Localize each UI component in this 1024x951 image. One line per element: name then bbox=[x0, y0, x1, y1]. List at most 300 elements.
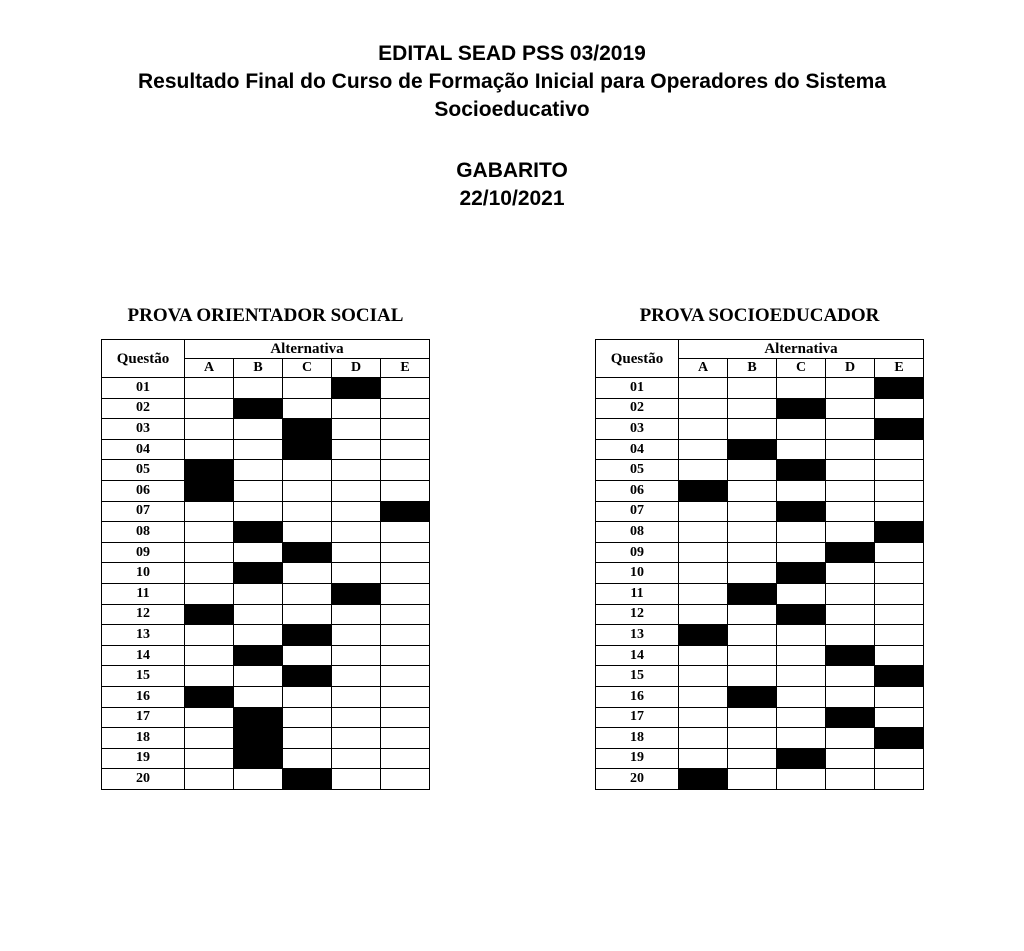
answer-cell bbox=[875, 748, 924, 769]
answer-cell bbox=[185, 378, 234, 399]
table-row bbox=[102, 439, 430, 460]
answer-cell bbox=[875, 707, 924, 728]
answer-cell bbox=[381, 542, 430, 563]
answer-cell bbox=[826, 563, 875, 584]
marked-answer-cell bbox=[875, 522, 924, 543]
table-row bbox=[102, 604, 430, 625]
marked-answer-cell bbox=[234, 522, 283, 543]
marked-answer-cell bbox=[875, 728, 924, 749]
answer-cell bbox=[826, 378, 875, 399]
marked-answer-cell bbox=[283, 666, 332, 687]
marked-answer-cell bbox=[777, 604, 826, 625]
alternative-column-header: Alternativa bbox=[679, 340, 924, 359]
table-row bbox=[596, 439, 924, 460]
answer-cell bbox=[234, 625, 283, 646]
question-number: 12 bbox=[596, 604, 679, 625]
answer-cell bbox=[777, 480, 826, 501]
exam-title: PROVA ORIENTADOR SOCIAL bbox=[127, 305, 404, 326]
table-row bbox=[596, 501, 924, 522]
question-number: 02 bbox=[102, 398, 185, 419]
question-number: 17 bbox=[596, 707, 679, 728]
answer-cell bbox=[728, 501, 777, 522]
answer-cell bbox=[679, 419, 728, 440]
marked-answer-cell bbox=[875, 378, 924, 399]
answer-cell bbox=[185, 707, 234, 728]
question-number: 14 bbox=[102, 645, 185, 666]
question-number: 20 bbox=[102, 769, 185, 790]
answer-cell bbox=[875, 542, 924, 563]
marked-answer-cell bbox=[679, 625, 728, 646]
marked-answer-cell bbox=[875, 419, 924, 440]
question-number: 06 bbox=[596, 480, 679, 501]
question-number: 07 bbox=[102, 501, 185, 522]
answer-cell bbox=[826, 666, 875, 687]
answer-cell bbox=[185, 419, 234, 440]
answer-cell bbox=[826, 398, 875, 419]
question-number: 01 bbox=[596, 378, 679, 399]
exam-orientador-social bbox=[101, 304, 430, 790]
answer-cell bbox=[185, 625, 234, 646]
result-title-line1: Resultado Final do Curso de Formação Inicial para Operadores do Sistema bbox=[137, 70, 887, 93]
answer-cell bbox=[234, 686, 283, 707]
question-number: 13 bbox=[102, 625, 185, 646]
result-title-line2: Socioeducativo bbox=[434, 98, 590, 121]
answer-cell bbox=[381, 583, 430, 604]
answer-cell bbox=[185, 563, 234, 584]
marked-answer-cell bbox=[283, 625, 332, 646]
question-number: 03 bbox=[102, 419, 185, 440]
table-row bbox=[102, 728, 430, 749]
answer-cell bbox=[234, 583, 283, 604]
answer-cell bbox=[332, 480, 381, 501]
answer-cell bbox=[381, 480, 430, 501]
marked-answer-cell bbox=[875, 666, 924, 687]
answer-cell bbox=[875, 604, 924, 625]
marked-answer-cell bbox=[728, 439, 777, 460]
answer-cell bbox=[728, 625, 777, 646]
answer-cell bbox=[332, 645, 381, 666]
alternative-header-c: C bbox=[283, 359, 332, 378]
answer-cell bbox=[679, 707, 728, 728]
answer-cell bbox=[728, 542, 777, 563]
answer-cell bbox=[679, 686, 728, 707]
gabarito-date: 22/10/2021 bbox=[459, 187, 565, 210]
table-row bbox=[596, 583, 924, 604]
marked-answer-cell bbox=[283, 769, 332, 790]
question-number: 19 bbox=[596, 748, 679, 769]
answer-cell bbox=[283, 378, 332, 399]
answer-cell bbox=[728, 728, 777, 749]
table-row bbox=[596, 563, 924, 584]
answer-cell bbox=[826, 501, 875, 522]
answer-cell bbox=[679, 583, 728, 604]
answer-cell bbox=[381, 748, 430, 769]
answer-cell bbox=[332, 522, 381, 543]
answer-cell bbox=[728, 480, 777, 501]
answer-cell bbox=[777, 645, 826, 666]
answer-cell bbox=[728, 604, 777, 625]
answer-cell bbox=[728, 748, 777, 769]
answer-cell bbox=[728, 460, 777, 481]
answer-cell bbox=[875, 686, 924, 707]
question-number: 01 bbox=[102, 378, 185, 399]
alternative-header-e: E bbox=[875, 359, 924, 378]
question-number: 14 bbox=[596, 645, 679, 666]
answer-cell bbox=[283, 522, 332, 543]
table-row bbox=[102, 501, 430, 522]
answer-cell bbox=[875, 583, 924, 604]
answer-cell bbox=[332, 419, 381, 440]
marked-answer-cell bbox=[234, 645, 283, 666]
answer-cell bbox=[332, 439, 381, 460]
table-row bbox=[596, 480, 924, 501]
answer-cell bbox=[381, 563, 430, 584]
table-row bbox=[102, 625, 430, 646]
answer-cell bbox=[728, 378, 777, 399]
table-row bbox=[596, 398, 924, 419]
table-row bbox=[596, 378, 924, 399]
answer-cell bbox=[826, 769, 875, 790]
answer-cell bbox=[332, 398, 381, 419]
answer-cell bbox=[234, 604, 283, 625]
answer-cell bbox=[283, 728, 332, 749]
alternative-header-c: C bbox=[777, 359, 826, 378]
marked-answer-cell bbox=[381, 501, 430, 522]
answer-cell bbox=[777, 728, 826, 749]
answer-cell bbox=[283, 460, 332, 481]
answer-cell bbox=[332, 769, 381, 790]
answer-cell bbox=[777, 625, 826, 646]
question-number: 12 bbox=[102, 604, 185, 625]
marked-answer-cell bbox=[728, 686, 777, 707]
answer-cell bbox=[234, 666, 283, 687]
answer-cell bbox=[728, 707, 777, 728]
answer-cell bbox=[875, 645, 924, 666]
document-header bbox=[0, 40, 1024, 213]
alternative-column-header: Alternativa bbox=[185, 340, 430, 359]
answer-cell bbox=[234, 419, 283, 440]
answer-cell bbox=[777, 583, 826, 604]
marked-answer-cell bbox=[234, 707, 283, 728]
table-row bbox=[102, 645, 430, 666]
answer-cell bbox=[728, 666, 777, 687]
marked-answer-cell bbox=[777, 460, 826, 481]
answer-cell bbox=[185, 769, 234, 790]
answer-cell bbox=[875, 460, 924, 481]
edital-title: EDITAL SEAD PSS 03/2019 bbox=[378, 42, 646, 65]
table-row bbox=[102, 480, 430, 501]
answer-cell bbox=[185, 748, 234, 769]
table-row bbox=[596, 460, 924, 481]
answer-cell bbox=[332, 728, 381, 749]
answer-cell bbox=[679, 666, 728, 687]
answer-cell bbox=[185, 501, 234, 522]
table-row bbox=[102, 583, 430, 604]
marked-answer-cell bbox=[234, 748, 283, 769]
answer-cell bbox=[826, 480, 875, 501]
answer-cell bbox=[777, 542, 826, 563]
answer-cell bbox=[332, 460, 381, 481]
answer-cell bbox=[332, 563, 381, 584]
answer-cell bbox=[875, 563, 924, 584]
question-number: 10 bbox=[596, 563, 679, 584]
answer-cell bbox=[679, 398, 728, 419]
alternative-header-d: D bbox=[826, 359, 875, 378]
answer-cell bbox=[381, 666, 430, 687]
answer-cell bbox=[185, 583, 234, 604]
question-number: 05 bbox=[596, 460, 679, 481]
answer-cell bbox=[381, 419, 430, 440]
answer-cell bbox=[679, 645, 728, 666]
answer-cell bbox=[381, 769, 430, 790]
answer-cell bbox=[381, 460, 430, 481]
answer-cell bbox=[826, 625, 875, 646]
exam-socioeducador bbox=[595, 304, 924, 790]
table-row bbox=[596, 707, 924, 728]
question-number: 18 bbox=[102, 728, 185, 749]
marked-answer-cell bbox=[234, 563, 283, 584]
answer-cell bbox=[826, 419, 875, 440]
answer-cell bbox=[875, 769, 924, 790]
answer-cell bbox=[185, 398, 234, 419]
answer-cell bbox=[777, 522, 826, 543]
marked-answer-cell bbox=[185, 460, 234, 481]
table-row bbox=[102, 398, 430, 419]
table-row bbox=[596, 728, 924, 749]
table-row bbox=[102, 666, 430, 687]
gabarito-heading: GABARITO bbox=[456, 159, 568, 182]
answer-cell bbox=[185, 666, 234, 687]
answer-cell bbox=[234, 769, 283, 790]
answer-cell bbox=[777, 666, 826, 687]
answer-cell bbox=[679, 501, 728, 522]
answer-cell bbox=[185, 522, 234, 543]
question-column-header: Questão bbox=[596, 340, 679, 378]
question-number: 19 bbox=[102, 748, 185, 769]
answer-cell bbox=[777, 419, 826, 440]
answer-cell bbox=[332, 748, 381, 769]
answer-cell bbox=[875, 480, 924, 501]
marked-answer-cell bbox=[826, 645, 875, 666]
question-number: 18 bbox=[596, 728, 679, 749]
answer-cell bbox=[283, 398, 332, 419]
answer-cell bbox=[234, 439, 283, 460]
table-row bbox=[102, 769, 430, 790]
table-row bbox=[596, 686, 924, 707]
answer-cell bbox=[728, 522, 777, 543]
table-row bbox=[596, 542, 924, 563]
table-row bbox=[596, 666, 924, 687]
marked-answer-cell bbox=[283, 542, 332, 563]
table-row bbox=[596, 769, 924, 790]
answer-cell bbox=[679, 460, 728, 481]
marked-answer-cell bbox=[185, 480, 234, 501]
answer-cell bbox=[777, 707, 826, 728]
answer-cell bbox=[728, 398, 777, 419]
answer-cell bbox=[728, 645, 777, 666]
answer-cell bbox=[381, 439, 430, 460]
answer-cell bbox=[234, 501, 283, 522]
alternative-header-e: E bbox=[381, 359, 430, 378]
answer-cell bbox=[381, 686, 430, 707]
answer-cell bbox=[875, 501, 924, 522]
question-number: 08 bbox=[102, 522, 185, 543]
answer-cell bbox=[381, 707, 430, 728]
answer-cell bbox=[332, 604, 381, 625]
answer-cell bbox=[826, 439, 875, 460]
answer-cell bbox=[826, 522, 875, 543]
answer-cell bbox=[283, 686, 332, 707]
marked-answer-cell bbox=[679, 769, 728, 790]
question-number: 05 bbox=[102, 460, 185, 481]
question-number: 04 bbox=[102, 439, 185, 460]
answer-cell bbox=[679, 522, 728, 543]
marked-answer-cell bbox=[283, 419, 332, 440]
answer-cell bbox=[679, 604, 728, 625]
table-row bbox=[102, 460, 430, 481]
answer-cell bbox=[234, 460, 283, 481]
answer-cell bbox=[283, 501, 332, 522]
marked-answer-cell bbox=[283, 439, 332, 460]
table-row bbox=[596, 748, 924, 769]
answer-cell bbox=[283, 645, 332, 666]
answer-cell bbox=[381, 645, 430, 666]
exam-title: PROVA SOCIOEDUCADOR bbox=[639, 305, 880, 326]
question-number: 17 bbox=[102, 707, 185, 728]
question-number: 09 bbox=[102, 542, 185, 563]
question-number: 16 bbox=[102, 686, 185, 707]
question-number: 07 bbox=[596, 501, 679, 522]
answer-cell bbox=[826, 728, 875, 749]
answer-cell bbox=[728, 563, 777, 584]
answer-cell bbox=[332, 625, 381, 646]
answer-key-table bbox=[595, 339, 924, 790]
answer-cell bbox=[875, 398, 924, 419]
question-number: 13 bbox=[596, 625, 679, 646]
question-number: 09 bbox=[596, 542, 679, 563]
answer-cell bbox=[283, 480, 332, 501]
question-number: 11 bbox=[102, 583, 185, 604]
question-number: 06 bbox=[102, 480, 185, 501]
marked-answer-cell bbox=[728, 583, 777, 604]
answer-cell bbox=[381, 728, 430, 749]
question-number: 11 bbox=[596, 583, 679, 604]
answer-cell bbox=[679, 728, 728, 749]
table-row bbox=[596, 625, 924, 646]
answer-cell bbox=[332, 686, 381, 707]
question-number: 10 bbox=[102, 563, 185, 584]
marked-answer-cell bbox=[777, 501, 826, 522]
question-column-header: Questão bbox=[102, 340, 185, 378]
answer-cell bbox=[679, 439, 728, 460]
answer-cell bbox=[826, 686, 875, 707]
answer-cell bbox=[283, 748, 332, 769]
table-row bbox=[102, 419, 430, 440]
marked-answer-cell bbox=[332, 583, 381, 604]
answer-cell bbox=[777, 378, 826, 399]
answer-cell bbox=[283, 563, 332, 584]
marked-answer-cell bbox=[185, 604, 234, 625]
marked-answer-cell bbox=[332, 378, 381, 399]
answer-cell bbox=[679, 378, 728, 399]
marked-answer-cell bbox=[826, 542, 875, 563]
marked-answer-cell bbox=[777, 398, 826, 419]
question-number: 15 bbox=[596, 666, 679, 687]
answer-cell bbox=[185, 728, 234, 749]
table-row bbox=[596, 645, 924, 666]
table-row bbox=[102, 686, 430, 707]
question-number: 02 bbox=[596, 398, 679, 419]
answer-cell bbox=[283, 707, 332, 728]
marked-answer-cell bbox=[234, 398, 283, 419]
table-row bbox=[596, 604, 924, 625]
answer-cell bbox=[332, 501, 381, 522]
alternative-header-b: B bbox=[728, 359, 777, 378]
answer-cell bbox=[332, 707, 381, 728]
answer-cell bbox=[826, 583, 875, 604]
answer-cell bbox=[234, 378, 283, 399]
alternative-header-a: A bbox=[679, 359, 728, 378]
answer-cell bbox=[381, 604, 430, 625]
answer-cell bbox=[185, 542, 234, 563]
answer-cell bbox=[679, 748, 728, 769]
answer-cell bbox=[283, 583, 332, 604]
table-row bbox=[102, 707, 430, 728]
question-number: 03 bbox=[596, 419, 679, 440]
answer-cell bbox=[875, 439, 924, 460]
table-row bbox=[102, 378, 430, 399]
answer-cell bbox=[234, 542, 283, 563]
answer-cell bbox=[728, 419, 777, 440]
marked-answer-cell bbox=[777, 748, 826, 769]
question-number: 15 bbox=[102, 666, 185, 687]
table-row bbox=[102, 748, 430, 769]
table-row bbox=[596, 522, 924, 543]
answer-cell bbox=[283, 604, 332, 625]
answer-cell bbox=[777, 769, 826, 790]
answer-cell bbox=[679, 563, 728, 584]
answer-cell bbox=[826, 604, 875, 625]
table-row bbox=[102, 542, 430, 563]
answer-cell bbox=[826, 748, 875, 769]
answer-cell bbox=[185, 439, 234, 460]
table-row bbox=[102, 522, 430, 543]
marked-answer-cell bbox=[826, 707, 875, 728]
table-row bbox=[102, 563, 430, 584]
answer-cell bbox=[875, 625, 924, 646]
alternative-header-a: A bbox=[185, 359, 234, 378]
alternative-header-b: B bbox=[234, 359, 283, 378]
answer-cell bbox=[185, 645, 234, 666]
answer-cell bbox=[332, 542, 381, 563]
question-number: 08 bbox=[596, 522, 679, 543]
question-number: 04 bbox=[596, 439, 679, 460]
answer-cell bbox=[381, 625, 430, 646]
question-number: 16 bbox=[596, 686, 679, 707]
marked-answer-cell bbox=[185, 686, 234, 707]
answer-cell bbox=[728, 769, 777, 790]
answer-cell bbox=[777, 686, 826, 707]
alternative-header-d: D bbox=[332, 359, 381, 378]
answer-cell bbox=[332, 666, 381, 687]
marked-answer-cell bbox=[679, 480, 728, 501]
answer-cell bbox=[826, 460, 875, 481]
marked-answer-cell bbox=[777, 563, 826, 584]
answer-cell bbox=[381, 398, 430, 419]
table-row bbox=[596, 419, 924, 440]
answer-key-table bbox=[101, 339, 430, 790]
answer-cell bbox=[381, 378, 430, 399]
